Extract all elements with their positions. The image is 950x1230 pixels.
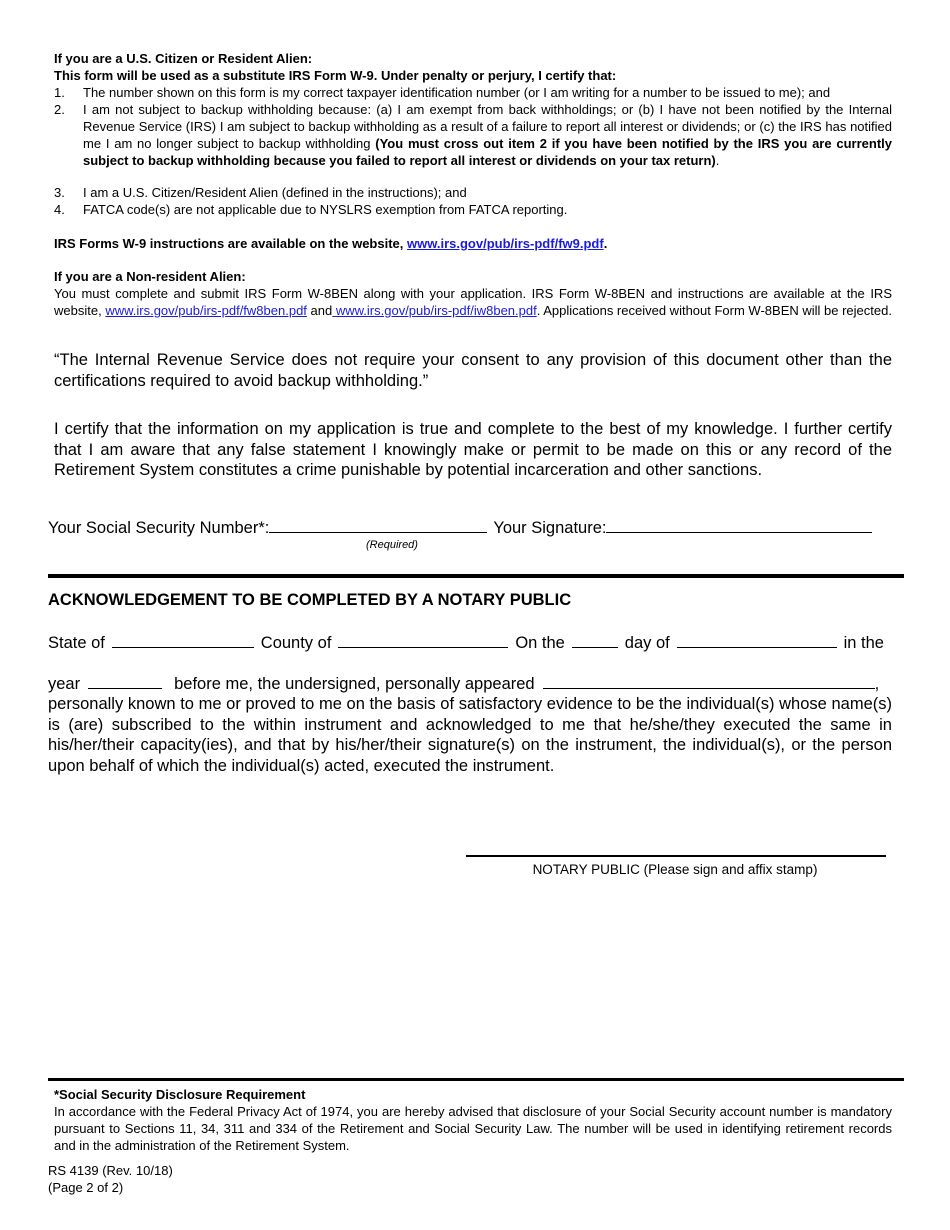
item-number: 1. — [54, 85, 65, 100]
before-me-text: before me, the undersigned, personally appeared — [174, 675, 535, 693]
day-of-label: day of — [624, 634, 670, 652]
signature-label: Your Signature: — [493, 519, 607, 537]
in-the-label: in the — [843, 634, 884, 652]
appeared-name-field[interactable] — [543, 673, 875, 689]
notary-line-1 — [48, 632, 884, 653]
item-2-bold-text: (You must cross out item 2 if you have been notified by the IRS you are currently subject to backup withholding because you failed to report all interest or dividends on your tax return) — [83, 136, 892, 168]
signature-field[interactable] — [606, 517, 872, 533]
w9-instructions-link[interactable]: www.irs.gov/pub/irs-pdf/fw9.pdf — [407, 236, 604, 251]
disclosure-divider — [48, 1078, 904, 1081]
ssn-field[interactable] — [269, 517, 487, 533]
year-label: year — [48, 675, 81, 693]
item-text — [83, 101, 892, 169]
non-resident-and: and — [306, 303, 333, 318]
comma: , — [874, 675, 880, 693]
notary-body: personally known to me or proved to me on the basis of satisfactory evidence to be the individual(s) whose name(s) is (are) subscribed to the within instrument and acknowledged to me that he/she/they executed the same in his/her/their capacity(ies), and that by his/her/their signature(s) on the instrument, the individual(s), or the person upon behalf of which the individual(s) acted, executed the instrument. — [48, 695, 892, 775]
item-text: FATCA code(s) are not applicable due to NYSLRS exemption from FATCA reporting. — [83, 202, 568, 217]
non-resident-text-1: You must complete and submit IRS Form W-8BEN along with your application. IRS Form W-8BEN and instructions are available at the IRS website, — [54, 286, 892, 318]
county-field[interactable] — [338, 632, 508, 648]
item-text: I am a U.S. Citizen/Resident Alien (defined in the instructions); and — [83, 185, 467, 200]
ssn-label: Your Social Security Number*: — [48, 519, 270, 537]
notary-title: ACKNOWLEDGEMENT TO BE COMPLETED BY A NOTARY PUBLIC — [48, 591, 572, 609]
disclosure-heading: *Social Security Disclosure Requirement — [54, 1087, 306, 1102]
item-2-end: . — [715, 153, 720, 168]
on-the-label: On the — [515, 634, 565, 652]
item-number: 4. — [54, 202, 65, 217]
notary-signature-caption: NOTARY PUBLIC (Please sign and affix stamp) — [532, 862, 818, 877]
w9-instructions-end: . — [603, 236, 608, 251]
certification-paragraph: I certify that the information on my application is true and complete to the best of my knowledge. I further certify that I am aware that any false statement I knowingly make or permit to be made on this or any record of the Retirement System constitutes a crime punishable by potential incarceration and other sanctions. — [54, 420, 892, 479]
w9-substitute-statement: This form will be used as a substitute IRS Form W-9. Under penalty or perjury, I certify that: — [54, 68, 617, 83]
page-number: (Page 2 of 2) — [48, 1180, 124, 1195]
w9-instructions — [54, 235, 607, 252]
non-resident-text-2: . Applications received without Form W-8BEN will be rejected. — [536, 303, 892, 318]
item-text: The number shown on this form is my correct taxpayer identification number (or I am writing for a number to be issued to me); and — [83, 85, 831, 100]
disclosure-text: In accordance with the Federal Privacy Act of 1974, you are hereby advised that disclosure of your Social Security account number is mandatory pursuant to Sections 11, 34, 311 and 334 of the Retirement and Social Security Law. The number will be used in identifying retirement records and in the administration of the Retirement System. — [54, 1104, 892, 1153]
county-label: County of — [260, 634, 332, 652]
year-field[interactable] — [88, 673, 162, 689]
signature-row — [48, 517, 872, 539]
iw8ben-link[interactable]: www.irs.gov/pub/irs-pdf/iw8ben.pdf — [332, 303, 537, 318]
notary-line-2 — [48, 673, 890, 695]
notary-signature-line[interactable] — [466, 855, 886, 857]
section-divider — [48, 574, 904, 578]
month-field[interactable] — [677, 632, 837, 648]
state-label: State of — [48, 634, 105, 652]
item-2-text: I am not subject to backup withholding because: (a) I am exempt from back withholdings; or (b) I have not been notified by the Internal Revenue Service (IRS) I am subject to backup withholding as a result of a failure to report all interest or dividends; or (c) the IRS has notified me I am no longer subject to backup withholding — [83, 102, 892, 151]
day-field[interactable] — [572, 632, 618, 648]
item-number: 3. — [54, 185, 65, 200]
w9-instructions-text: IRS Forms W-9 instructions are available on the website, — [54, 236, 407, 251]
w8ben-link[interactable]: www.irs.gov/pub/irs-pdf/fw8ben.pdf — [105, 303, 307, 318]
irs-consent-statement: “The Internal Revenue Service does not require your consent to any provision of this document other than the certifications required to avoid backup withholding.” — [54, 351, 892, 390]
non-resident-heading: If you are a Non-resident Alien: — [54, 269, 246, 284]
ssn-required-note: (Required) — [366, 539, 418, 551]
state-field[interactable] — [112, 632, 254, 648]
item-number: 2. — [54, 102, 65, 117]
us-citizen-heading: If you are a U.S. Citizen or Resident Alien: — [54, 51, 313, 66]
form-id: RS 4139 (Rev. 10/18) — [48, 1163, 173, 1178]
non-resident-text — [54, 285, 892, 319]
